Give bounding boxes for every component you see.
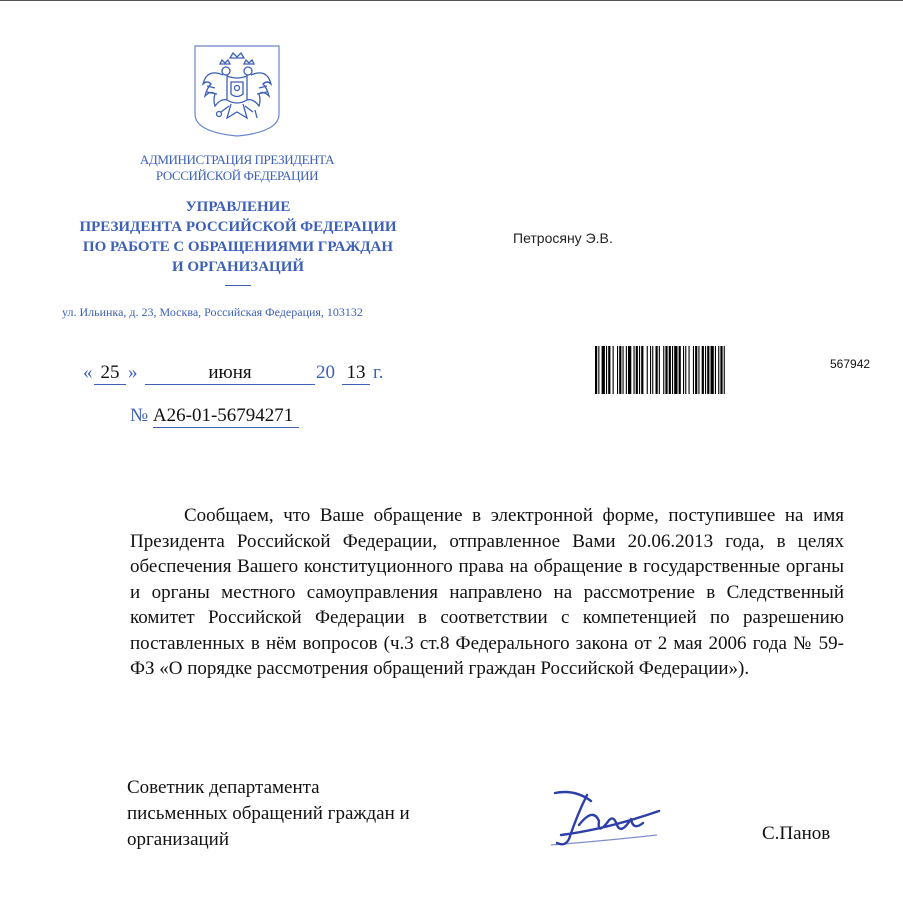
department-divider	[225, 285, 251, 286]
signatory-name: С.Панов	[762, 823, 831, 844]
registration-value: А26-01-56794271	[153, 405, 299, 428]
position-line-1: Советник департамента	[127, 777, 320, 798]
barcode-number: 567942	[830, 357, 871, 371]
date-quote-close: »	[128, 362, 138, 383]
dept-line-4: И ОРГАНИЗАЦИЙ	[171, 259, 305, 275]
dept-line-1: УПРАВЛЕНИЕ	[185, 199, 291, 215]
administration-header	[112, 152, 362, 184]
admin-line-1: АДМИНИСТРАЦИЯ ПРЕЗИДЕНТА	[139, 152, 335, 167]
handwritten-signature	[547, 785, 665, 851]
signatory-position	[127, 775, 410, 853]
barcode-image	[595, 346, 817, 394]
registration-prefix: №	[130, 405, 149, 426]
dept-line-2: ПРЕЗИДЕНТА РОССИЙСКОЙ ФЕДЕРАЦИИ	[79, 219, 397, 235]
coat-of-arms-icon	[193, 44, 281, 138]
position-line-3: организаций	[127, 829, 230, 850]
letterhead-address: ул. Ильинка, д. 23, Москва, Российская Федерация, 103132	[62, 305, 363, 319]
department-header	[70, 197, 406, 277]
date-century: 20	[316, 362, 335, 383]
date-day: 25	[94, 362, 126, 385]
admin-line-2: РОССИЙСКОЙ ФЕДЕРАЦИИ	[155, 168, 319, 183]
date-month: июня	[145, 362, 315, 385]
date-year: 13	[342, 362, 370, 385]
dept-line-3: ПО РАБОТЕ С ОБРАЩЕНИЯМИ ГРАЖДАН	[82, 239, 394, 255]
position-line-2: письменных обращений граждан и	[127, 803, 410, 824]
top-border	[0, 0, 903, 1]
date-quote-open: «	[83, 362, 93, 383]
date-suffix: г.	[373, 362, 384, 383]
registration-number	[130, 405, 299, 428]
recipient-name: Петросяну Э.В.	[513, 230, 613, 246]
letter-body: Сообщаем, что Ваше обращение в электронной форме, поступившее на имя Президента Российской Федерации, отправленное Вами 20.06.2013 года, в целях обеспечения Вашего конституционного права на обращение в государственные органы и органы местного самоуправления направлено на рассмотрение в Следственный комитет Российской Федерации в соответствии с компетенцией по разрешению поставленных в нём вопросов (ч.3 ст.8 Федерального закона от 2 мая 2006 года № 59-ФЗ «О порядке рассмотрения обращений граждан Российской Федерации»).	[130, 505, 844, 679]
